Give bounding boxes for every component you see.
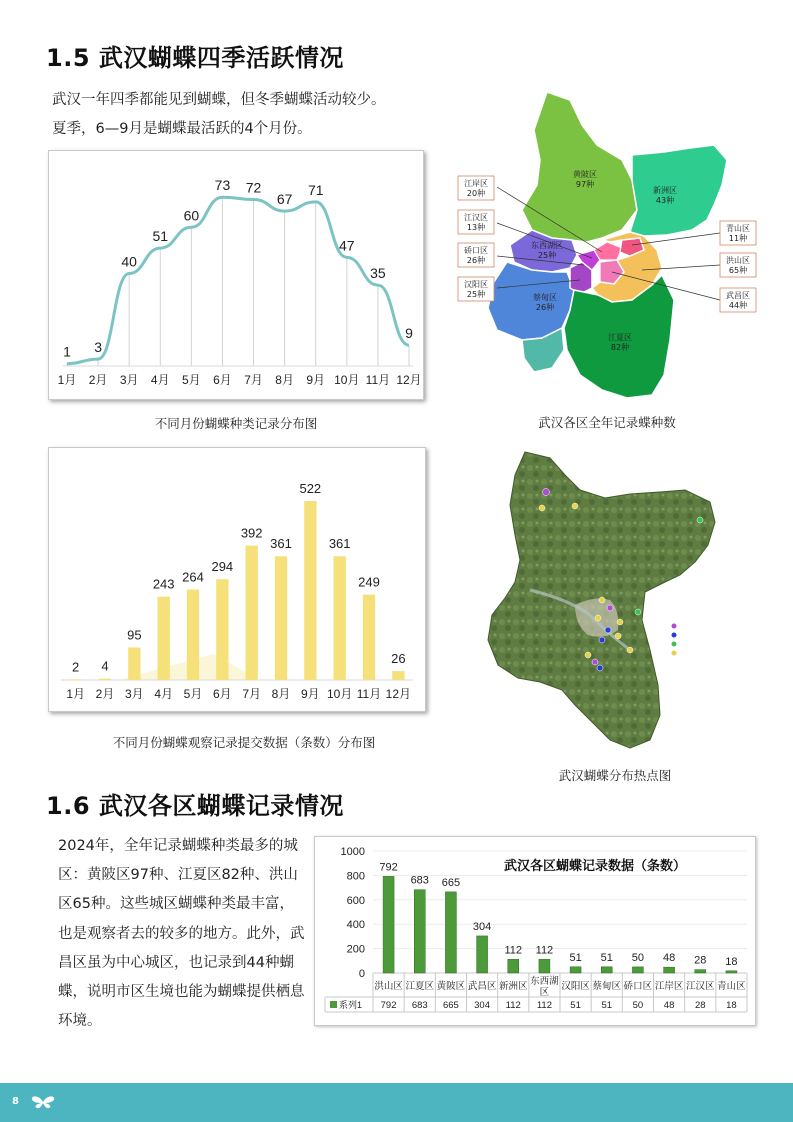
x-tick-6: 6月	[213, 373, 232, 387]
data-label-7: 72	[245, 179, 262, 196]
district-name-6-a: 东西湖	[530, 976, 559, 987]
district-name-9: 硚口区	[623, 981, 653, 992]
heat-legend-3: 30～39种	[680, 641, 708, 648]
hotspot	[615, 633, 621, 639]
district-bar-label-9: 50	[631, 951, 645, 964]
callout-qingshan-name: 青山区	[726, 224, 750, 233]
series-swatch	[330, 1001, 337, 1008]
district-bar-4	[477, 936, 488, 973]
hotspot	[595, 615, 601, 621]
district-value-8: 51	[601, 1000, 613, 1011]
callout-wuchang-count: 44种	[728, 301, 748, 310]
district-species-map	[452, 90, 762, 400]
hotspot	[697, 517, 703, 523]
monthly-records-chart	[48, 447, 426, 712]
x-tick-7: 7月	[242, 687, 262, 701]
district-name-7: 汉阳区	[561, 981, 590, 992]
y-tick-0: 0	[358, 968, 365, 980]
x-tick-11: 11月	[365, 373, 391, 387]
data-label-8: 67	[276, 191, 293, 208]
district-bar-12	[726, 971, 737, 973]
callout-qiaokou-name: 硚口区	[464, 246, 488, 255]
district-bar-label-1: 792	[379, 861, 398, 874]
district-name-10: 江岸区	[654, 981, 684, 992]
district-records-chart	[314, 836, 756, 1026]
x-tick-2: 2月	[95, 687, 115, 701]
district-bar-8	[601, 967, 612, 973]
district-bar-label-8: 51	[600, 951, 613, 964]
bar-2	[99, 679, 111, 680]
district-bar-5	[508, 959, 519, 973]
y-tick-600: 600	[346, 894, 365, 907]
district-bar-label-3: 665	[441, 876, 461, 889]
page-number: 8	[12, 1096, 19, 1107]
hotspot	[599, 597, 605, 603]
x-tick-7: 7月	[244, 373, 263, 387]
district-bar-label-12: 18	[725, 955, 738, 968]
callout-qiaokou-count: 26种	[466, 256, 486, 265]
bar-label-5: 264	[182, 569, 204, 585]
x-tick-4: 4月	[150, 373, 170, 387]
x-tick-12: 12月	[385, 687, 412, 701]
data-label-3: 40	[121, 253, 137, 270]
map-count-huangpi: 97种	[575, 180, 595, 189]
hotspot	[585, 652, 591, 658]
district-value-11: 28	[694, 1000, 706, 1011]
map-label-xinzhou: 新洲区	[653, 186, 677, 195]
callout-jianghan-name: 江汉区	[464, 213, 488, 222]
district-name-5: 新洲区	[498, 981, 528, 992]
map-count-jiangxia: 82种	[610, 343, 630, 352]
x-tick-3: 3月	[119, 373, 139, 387]
data-label-6: 73	[214, 177, 231, 194]
bar-5	[187, 589, 199, 680]
data-label-11: 35	[370, 265, 386, 282]
bar-label-10: 361	[328, 536, 351, 552]
x-tick-11: 11月	[356, 687, 382, 701]
x-tick-8: 8月	[271, 687, 291, 701]
callout-wuchang-name: 武昌区	[726, 291, 750, 300]
district-bar-9	[632, 967, 643, 973]
hotspot	[592, 659, 598, 665]
x-tick-10: 10月	[334, 373, 360, 387]
series-name: 系列1	[339, 1000, 363, 1010]
callout-hanyang-name: 汉阳区	[464, 280, 488, 289]
hotspot	[605, 627, 611, 633]
district-bar-10	[664, 967, 675, 973]
district-value-2: 683	[411, 1000, 428, 1011]
hotspot	[607, 605, 613, 611]
callout-hanyang-count: 25种	[466, 290, 486, 299]
district-bar-label-11: 28	[694, 954, 707, 967]
district-name-4: 武昌区	[467, 981, 497, 992]
monthly-records-caption: 不同月份蝴蝶观察记录提交数据（条数）分布图	[112, 735, 376, 750]
bar-label-11: 249	[358, 574, 380, 590]
bar-7	[246, 546, 258, 680]
hotspot	[617, 619, 623, 625]
callout-jiangan-name: 江岸区	[464, 179, 488, 188]
district-name-12: 青山区	[717, 981, 746, 992]
district-value-9: 50	[632, 1000, 644, 1011]
map-count-caidian: 26种	[535, 303, 555, 312]
hotspot	[627, 647, 633, 653]
district-bar-label-4: 304	[472, 920, 492, 933]
bar-11	[363, 595, 375, 680]
data-label-4: 51	[152, 228, 169, 245]
x-tick-9: 9月	[300, 687, 320, 701]
data-label-10: 47	[339, 237, 355, 254]
district-name-1: 洪山区	[374, 981, 403, 992]
intro-line-2: 夏季，6—9月是蝴蝶最活跃的4个月份。	[52, 121, 312, 137]
district-bar-label-5: 112	[504, 944, 523, 957]
district-chart-title: 武汉各区蝴蝶记录数据（条数）	[503, 858, 687, 873]
butterfly-icon	[30, 1095, 56, 1109]
district-bar-label-10: 48	[662, 952, 676, 965]
district-value-10: 48	[663, 1000, 675, 1011]
bar-12	[392, 671, 404, 680]
hotspot	[599, 637, 605, 643]
x-tick-8: 8月	[275, 373, 294, 387]
district-name-3: 黄陂区	[436, 981, 466, 992]
monthly-species-chart	[48, 150, 424, 400]
callout-qingshan-count: 11种	[728, 234, 748, 243]
district-bar-label-7: 51	[569, 951, 582, 964]
callout-jiangan-count: 20种	[466, 189, 486, 198]
bar-label-12: 26	[391, 651, 406, 667]
bar-label-4: 243	[152, 576, 175, 592]
hotspot	[543, 489, 550, 496]
bar-4	[158, 597, 170, 680]
district-records-bar-svg	[315, 837, 757, 1027]
map-count-dongxihu: 25种	[537, 251, 557, 260]
heat-legend-1: ≥50种	[680, 623, 699, 630]
x-tick-3: 3月	[124, 687, 144, 701]
map-region-huangpi	[522, 92, 637, 242]
district-value-7: 51	[570, 1000, 581, 1011]
species-series-line	[67, 197, 409, 364]
map-label-dongxihu: 东西湖区	[531, 241, 563, 250]
callout-jianghan-count: 13种	[466, 223, 486, 232]
heat-legend-2: 40～49种	[680, 632, 708, 639]
data-label-2: 3	[94, 339, 102, 356]
x-tick-1: 1月	[66, 687, 86, 701]
hotspot	[539, 505, 545, 511]
map-region-xinzhou	[630, 145, 727, 236]
district-name-11: 江汉区	[685, 981, 715, 992]
x-tick-10: 10月	[326, 687, 353, 701]
bar-label-6: 294	[211, 559, 234, 575]
bar-1	[70, 679, 82, 680]
heat-legend-4: 20～29种	[680, 650, 708, 657]
hotspot	[597, 665, 603, 671]
monthly-species-line-svg	[49, 151, 425, 401]
section-title-1-6: 1.6 武汉各区蝴蝶记录情况	[46, 792, 344, 820]
callout-hongshan-count: 65种	[728, 266, 748, 275]
bar-label-7: 392	[240, 525, 263, 541]
data-label-1: 1	[63, 343, 71, 360]
intro-text	[52, 86, 386, 144]
x-tick-1: 1月	[57, 373, 77, 387]
bar-10	[334, 556, 346, 680]
district-value-3: 665	[442, 1000, 459, 1011]
y-tick-200: 200	[346, 943, 365, 956]
map-count-xinzhou: 43种	[655, 196, 675, 205]
district-bar-11	[695, 970, 706, 973]
district-value-12: 18	[726, 1000, 737, 1011]
district-value-4: 304	[474, 1000, 491, 1011]
x-tick-12: 12月	[396, 373, 422, 387]
district-summary-paragraph: 2024年，全年记录蝴蝶种类最多的城区：黄陂区97种、江夏区82种、洪山区65种。这些城区蝴蝶种类最丰富，也是观察者去的较多的地方。此外，武昌区虽为中心城区，也记录到44种蝴蝶，说明市区生境也能为蝴蝶提供栖息环境。	[58, 838, 305, 1030]
monthly-species-caption: 不同月份蝴蝶种类记录分布图	[154, 416, 318, 431]
hotspot	[635, 609, 641, 615]
bar-label-9: 522	[299, 481, 322, 497]
map-region-jiangan	[594, 242, 622, 260]
x-tick-9: 9月	[306, 373, 326, 387]
y-tick-400: 400	[346, 919, 365, 932]
intro-line-1: 武汉一年四季都能见到蝴蝶，但冬季蝴蝶活动较少。	[52, 92, 386, 108]
district-bar-1	[383, 876, 394, 973]
y-tick-1000: 1000	[340, 846, 365, 858]
district-bar-7	[570, 967, 581, 973]
district-bar-3	[445, 892, 456, 973]
x-tick-2: 2月	[88, 373, 108, 387]
callout-hongshan-name: 洪山区	[726, 256, 750, 265]
district-value-5: 112	[505, 1000, 521, 1011]
heat-map-caption: 武汉蝴蝶分布热点图	[558, 768, 672, 783]
district-bar-2	[414, 890, 425, 973]
bar-8	[275, 556, 287, 680]
x-tick-5: 5月	[182, 373, 201, 387]
bar-label-1: 2	[72, 659, 80, 675]
data-label-5: 60	[183, 207, 200, 224]
data-label-12: 9	[405, 325, 413, 342]
district-map-caption: 武汉各区全年记录蝶种数	[538, 415, 676, 430]
map-label-jiangxia: 江夏区	[608, 333, 632, 342]
district-name-8: 蔡甸区	[592, 981, 622, 992]
x-tick-5: 5月	[183, 687, 203, 701]
district-value-1: 792	[380, 1000, 397, 1011]
bar-label-8: 361	[270, 536, 292, 552]
hotspot	[572, 503, 578, 509]
bar-label-2: 4	[101, 658, 109, 674]
page-footer	[0, 1083, 793, 1122]
district-bar-label-2: 683	[410, 874, 429, 887]
district-bar-6	[539, 959, 550, 973]
district-name-6-b: 区	[539, 987, 550, 998]
monthly-records-bar-svg	[49, 448, 427, 713]
bar-3	[128, 647, 140, 680]
map-label-huangpi: 黄陂区	[573, 170, 597, 179]
district-name-2: 江夏区	[405, 981, 435, 992]
distribution-heat-map	[470, 450, 770, 750]
data-label-9: 71	[307, 181, 324, 198]
map-label-caidian: 蔡甸区	[533, 293, 557, 302]
y-tick-800: 800	[346, 870, 365, 883]
x-tick-6: 6月	[212, 687, 232, 701]
section-title-1-5: 1.5 武汉蝴蝶四季活跃情况	[46, 44, 344, 72]
district-bar-label-6: 112	[535, 944, 554, 957]
bar-6	[216, 579, 228, 680]
bar-9	[304, 501, 316, 680]
x-tick-4: 4月	[154, 687, 174, 701]
bar-label-3: 95	[127, 627, 142, 643]
district-value-6: 112	[536, 1000, 552, 1011]
